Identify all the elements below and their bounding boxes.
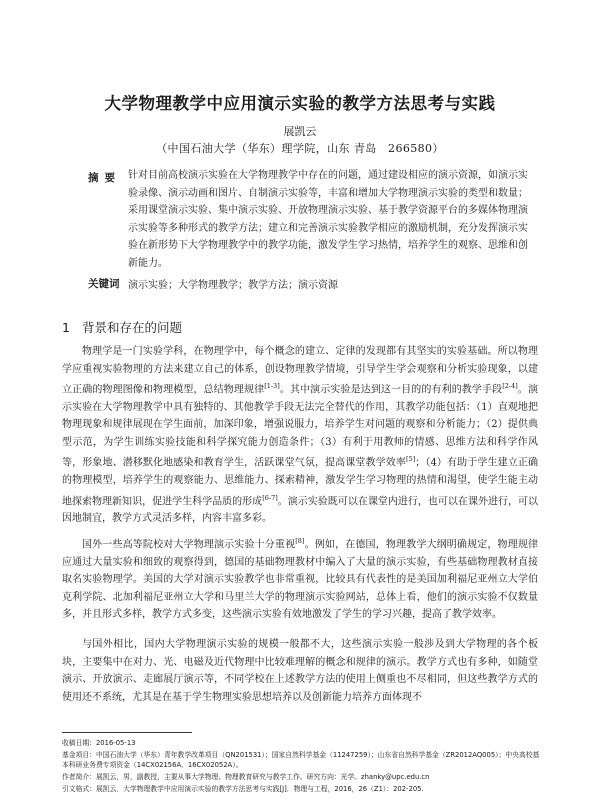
body-paragraph-2: 国外一些高等院校对大学物理演示实验十分重视[8]。例如，在德国，物理教学大纲明确规定，物理规律应通过大量实验和细致的观察得到，德国的基础物理教材中编入了大量的演示实验，有些基础物理教材直接取名实验物理学。美国的大学对演示实验教学也非常重视，比较具有代表性的是美国加利福尼亚州立大学伯克利学院、北加利福尼亚州立大学和马里兰大学的物理演示实验网站，总体上看，他们的演示实验不仅数量多，并且形式多样，教学方式多变，这些演示实验有效地激发了学生的学习兴趣，提高了教学效率。 <box>62 537 539 621</box>
body-paragraph-3: 与国外相比，国内大学物理演示实验的规模一般都不大，这些演示实验一般涉及到大学物理的各个板块，主要集中在对力、光、电磁及近代物理中比较难理解的概念和规律的演示。教学方式也有多种，如随堂演示、开放演示、走廊展厅演示等，不同学校在上述教学方法的使用上侧重也不尽相同，但这些教学方式的使用还不系统，尤其是在基于学生物理实验思想培养以及创新能力培养方面体现不 <box>62 639 538 703</box>
citation: [1-3] <box>264 382 280 390</box>
section-title: 背景和存在的问题 <box>81 320 182 335</box>
citation: [6-7] <box>262 493 278 502</box>
paper-title: 大学物理教学中应用演示实验的教学方法思考与实践 <box>104 94 496 113</box>
keywords-label: 关键词 <box>88 278 120 290</box>
abstract-label: 摘要 <box>88 172 121 184</box>
section-number: 1 <box>62 320 70 335</box>
citation: [5] <box>406 455 416 464</box>
author-name: 展凯云 <box>283 125 317 138</box>
footnote-author-bio: 作者简介：展凯云，男，副教授，主要从事大学物理、物理教育研究与教学工作。研究方向：光学。zhanky@upc.edu.cn <box>62 773 430 781</box>
footnote-divider <box>62 732 192 733</box>
keywords-text: 演示实验；大学物理教学；教学方法；演示资源 <box>128 280 338 291</box>
author-affiliation: （中国石油大学（华东）理学院，山东 青岛 266580） <box>156 142 444 155</box>
citation: [8] <box>295 537 305 545</box>
citation: [2-4] <box>502 382 518 390</box>
footnote-received: 收稿日期：2016-05-13 <box>62 739 136 747</box>
abstract-text: 针对目前高校演示实验在大学物理教学中存在的问题，通过建设相应的演示资源，如演示实验录像、演示动画和图片、自制演示实验等，丰富和增加大学物理演示实验的类型和数量；采用课堂演示实验、集中演示实验、开放物理演示实验、基于教学资源平台的多媒体物理演示实验等多种形式的教学方法；建立和完善演示实验教学相应的激励机制，充分发挥演示实验在新形势下大学物理教学中的教学功能，激发学生学习热情，培养学生的观察、思维和创新能力。 <box>128 170 528 269</box>
body-paragraph-1: 物理学是一门实验学科，在物理学中，每个概念的建立、定律的发现都有其坚实的实验基础。所以物理学应重视实验物理的方法来建立自己的体系，创设物理教学情境，引导学生学会观察和分析实验现象，以建立正确的物理图像和物理模型，总结物理规律[1-3]。其中演示实验是达到这一目的的有利的教学手段[2-4]。演示实验在大学物理教学中具有独特的、其他教学手段无法完全替代的作用，其教学功能包括：（1）直观地把物理现象和规律展现在学生面前，加深印象，增强说服力，培养学生对问题的观察和分析能力；（2）提供典型示范，为学生训练实验技能和科学探究能力创造条件；（3）有利于用教师的情感、思维方法和科学作风等，形象地、潜移默化地感染和教育学生，活跃课堂气氛，提高课堂教学效率[5]；（4）有助于学生建立正确的物理模型，培养学生的观察能力、思维能力、探索精神，激发学生学习物理的热情和渴望，使学生能主动地探索物理新知识，促进学生科学品质的形成[6-7]。演示实验既可以在课堂内进行，也可以在课外进行，可以因地制宜，教学方式灵活多样，内容丰富多彩。 <box>62 346 539 525</box>
footnote-citation-format: 引文格式：展凯云．大学物理教学中应用演示实验的教学方法思考与实践[J]．物理与工程，2016，26（Z1）：202-205. <box>62 785 424 793</box>
section-heading <box>62 318 194 336</box>
footnote-funding: 基金项目：中国石油大学（华东）青年教学改革项目（QN201531）；国家自然科学基金（11247259）；山东省自然科学基金（ZR2012AQ005）；中央高校基本科研业务费专项资金（14CX02156A、16CX02052A）。 <box>62 751 540 769</box>
